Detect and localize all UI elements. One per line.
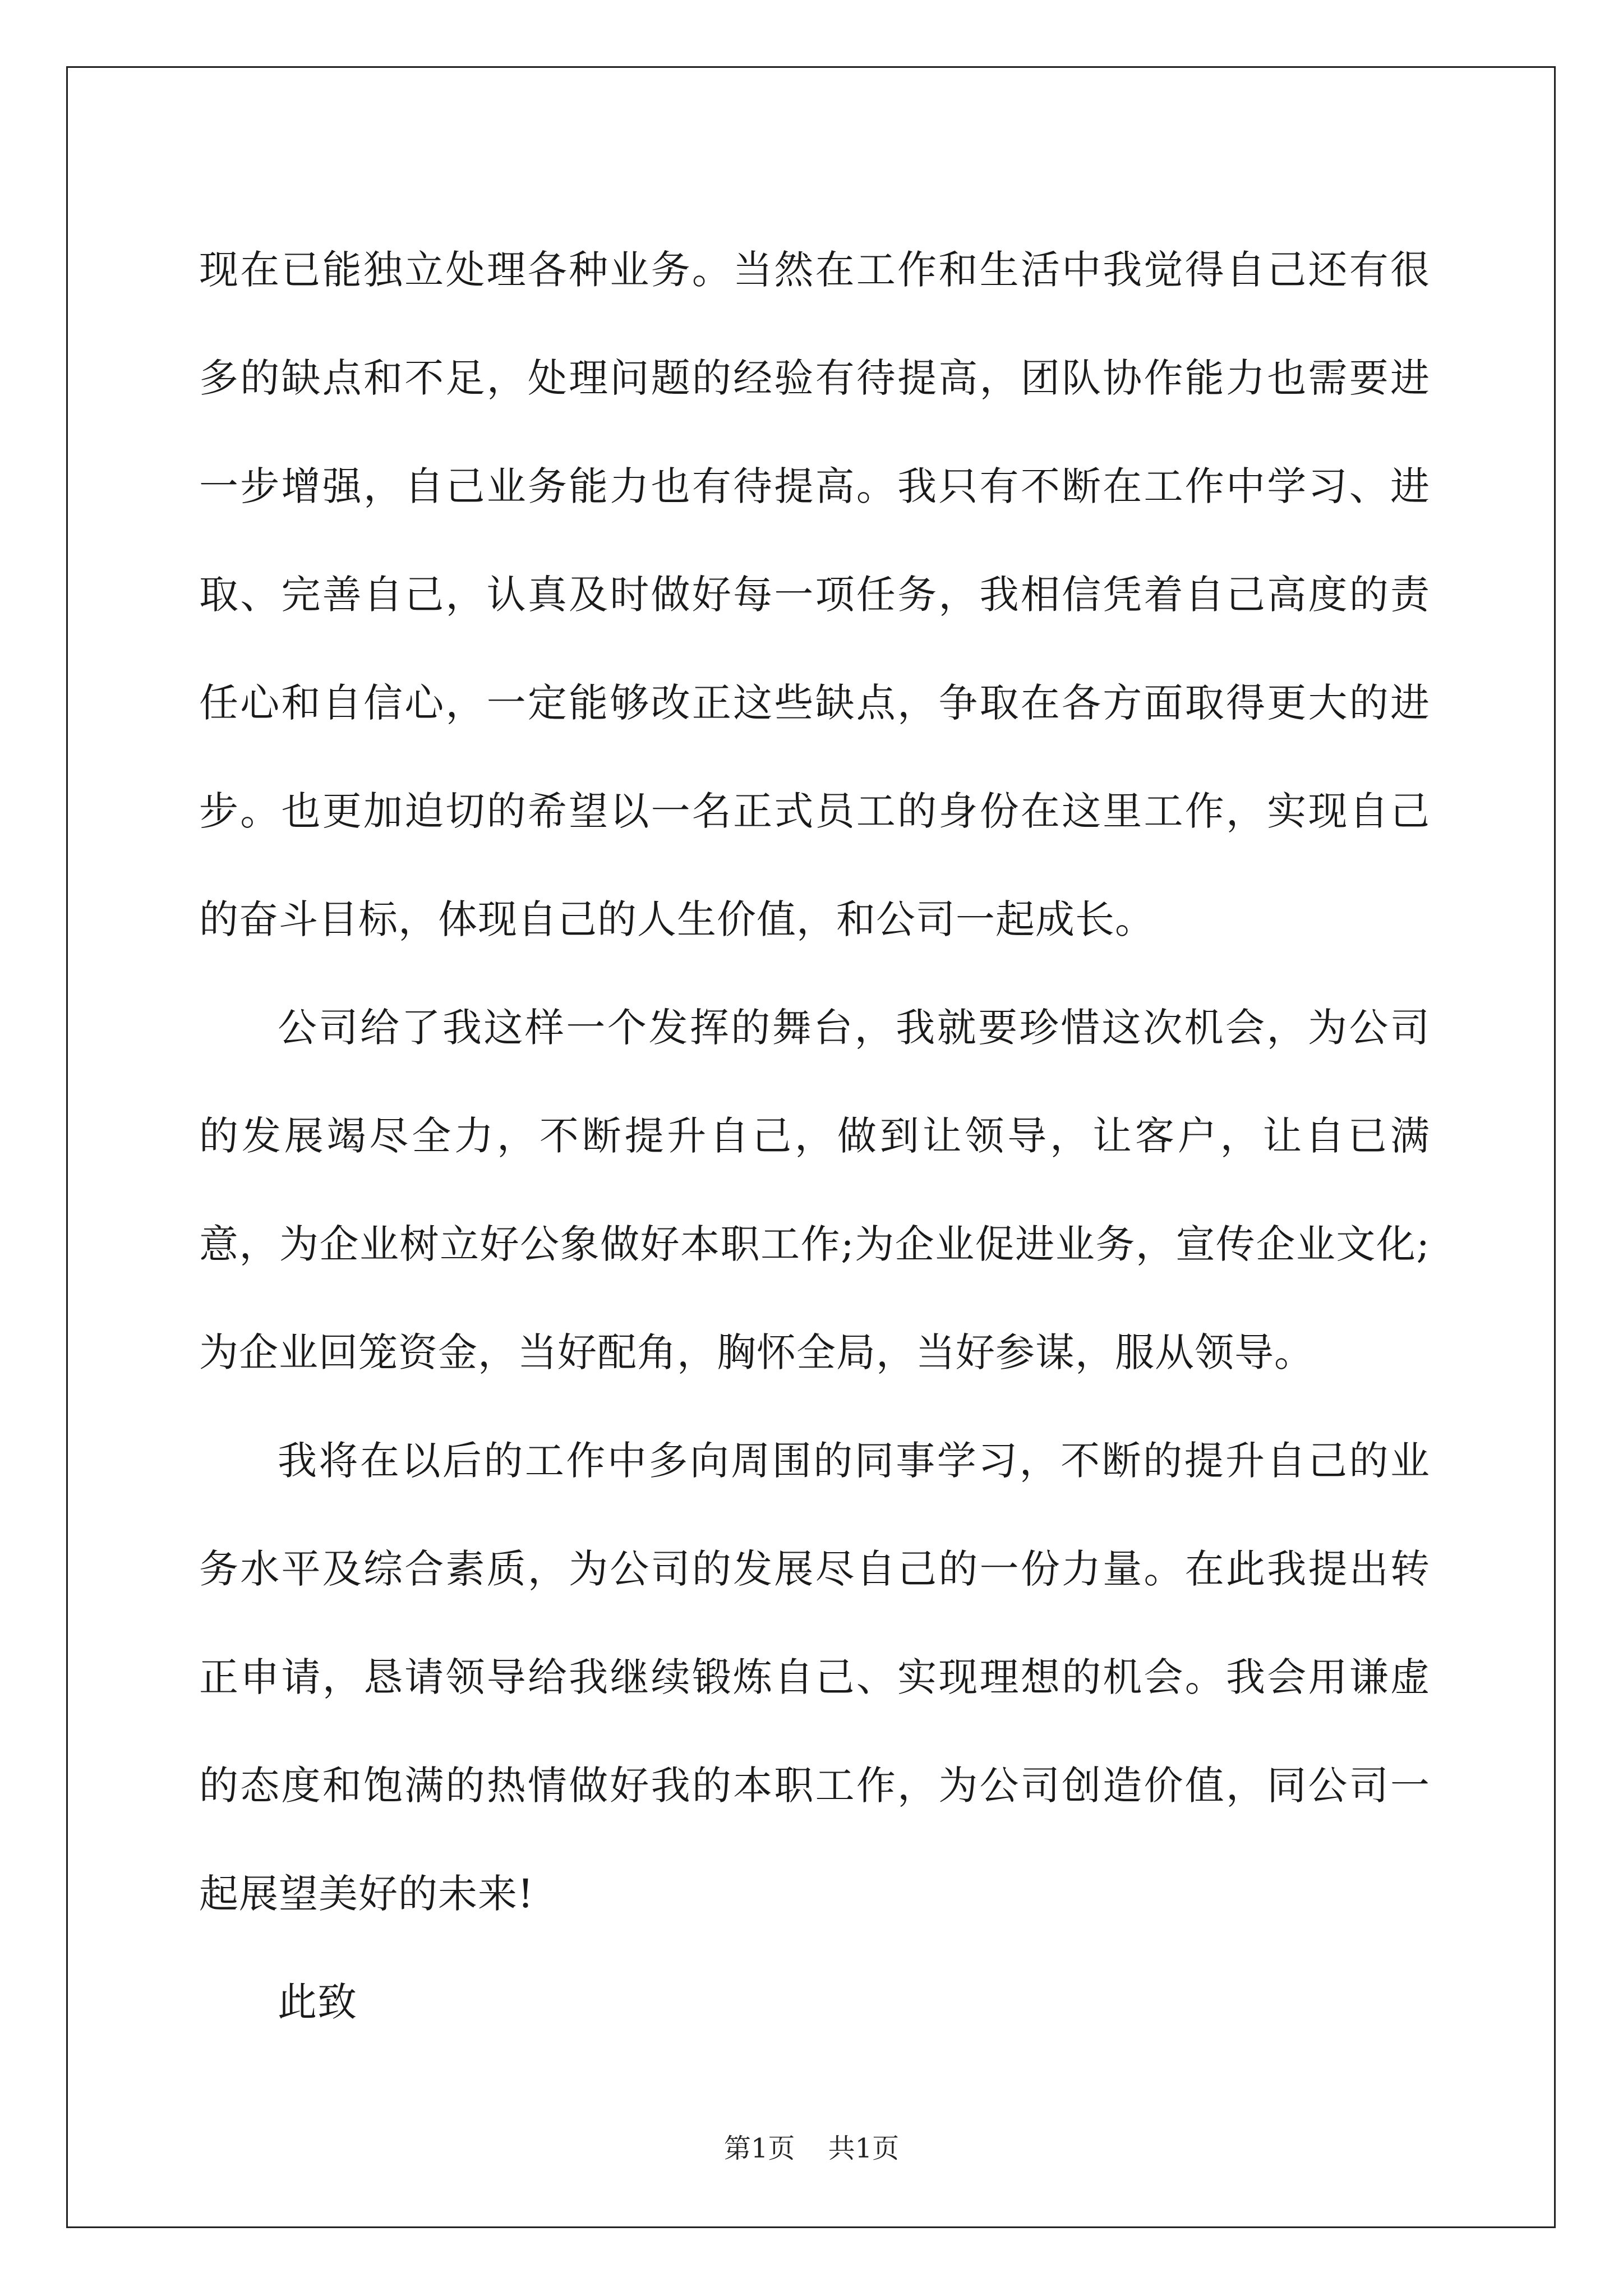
paragraph-3: 我将在以后的工作中多向周围的同事学习，不断的提升自己的业务水平及综合素质，为公司的发展尽自己的一份力量。在此我提出转正申请，恳请领导给我继续锻炼自己、实现理想的机会。我会用谦虚的态度和饱满的热情做好我的本职工作，为公司创造价值，同公司一起展望美好的未来!	[199, 1438, 1430, 1917]
closing-salutation: 此致	[278, 1979, 357, 2025]
paragraph-2: 公司给了我这样一个发挥的舞台，我就要珍惜这次机会，为公司的发展竭尽全力，不断提升自己，做到让领导，让客户，让自已满意，为企业树立好公象做好本职工作;为企业促进业务，宣传企业文化;为企业回笼资金，当好配角，胸怀全局，当好参谋，服从领导。	[199, 1005, 1430, 1375]
page-number-total: 共1页	[828, 2133, 900, 2164]
page-footer	[0, 2132, 1623, 2165]
page-number-current: 第1页	[723, 2133, 795, 2164]
paragraph-1: 现在已能独立处理各种业务。当然在工作和生活中我觉得自己还有很多的缺点和不足，处理问题的经验有待提高，团队协作能力也需要进一步增强，自己业务能力也有待提高。我只有不断在工作中学习、进取、完善自己，认真及时做好每一项任务，我相信凭着自己高度的责任心和自信心，一定能够改正这些缺点，争取在各方面取得更大的进步。也更加迫切的希望以一名正式员工的身份在这里工作，实现自己的奋斗目标，体现自己的人生价值，和公司一起成长。	[199, 247, 1430, 942]
document-body	[199, 216, 1430, 2056]
